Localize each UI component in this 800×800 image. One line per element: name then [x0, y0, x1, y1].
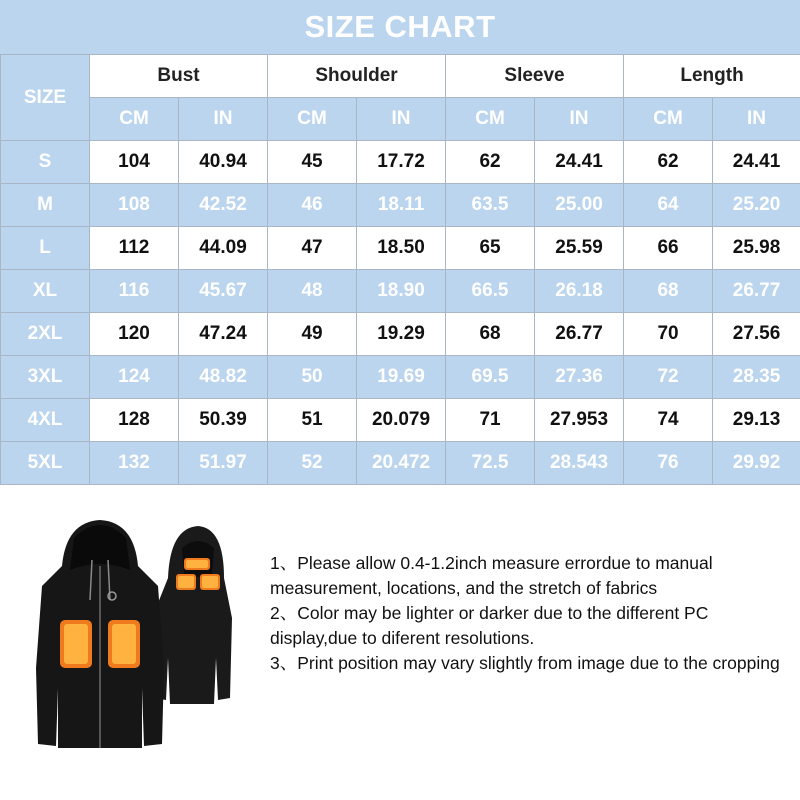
measurement-cell: 27.56	[713, 313, 800, 356]
measurement-cell: 20.079	[357, 399, 446, 442]
size-row	[1, 442, 800, 485]
measurement-cell: 46	[268, 184, 357, 227]
measurement-cell: 69.5	[446, 356, 535, 399]
size-chart-table	[0, 54, 800, 485]
measurement-cell: 27.36	[535, 356, 624, 399]
measurement-cell: 74	[624, 399, 713, 442]
unit-header: CM	[446, 98, 535, 141]
measurement-cell: 25.20	[713, 184, 800, 227]
measurement-cell: 19.69	[357, 356, 446, 399]
size-row	[1, 399, 800, 442]
size-label-cell: M	[1, 184, 90, 227]
measurement-cell: 72	[624, 356, 713, 399]
measurement-cell: 112	[90, 227, 179, 270]
measurement-cell: 27.953	[535, 399, 624, 442]
size-label-cell: 5XL	[1, 442, 90, 485]
measurement-cell: 51.97	[179, 442, 268, 485]
size-row	[1, 313, 800, 356]
measurement-cell: 108	[90, 184, 179, 227]
measurement-cell: 70	[624, 313, 713, 356]
measurement-cell: 18.90	[357, 270, 446, 313]
unit-header: IN	[179, 98, 268, 141]
measurement-cell: 19.29	[357, 313, 446, 356]
measurement-cell: 18.11	[357, 184, 446, 227]
measurement-cell: 24.41	[535, 141, 624, 184]
measurement-cell: 76	[624, 442, 713, 485]
measurement-cell: 65	[446, 227, 535, 270]
size-row	[1, 356, 800, 399]
note-item: 1、Please allow 0.4-1.2inch measure errordue to manual measurement, locations, and the stretch of fabrics	[270, 553, 713, 598]
size-row	[1, 141, 800, 184]
unit-header: CM	[624, 98, 713, 141]
measurement-cell: 28.35	[713, 356, 800, 399]
size-label-cell: S	[1, 141, 90, 184]
measurement-cell: 49	[268, 313, 357, 356]
bust-header: Bust	[90, 55, 268, 98]
length-header: Length	[624, 55, 800, 98]
measurement-cell: 68	[624, 270, 713, 313]
measurement-cell: 66	[624, 227, 713, 270]
measurement-cell: 28.543	[535, 442, 624, 485]
measurement-cell: 48.82	[179, 356, 268, 399]
size-row	[1, 227, 800, 270]
size-label-cell: 4XL	[1, 399, 90, 442]
measurement-cell: 42.52	[179, 184, 268, 227]
measurement-cell: 68	[446, 313, 535, 356]
size-row	[1, 184, 800, 227]
measurement-cell: 52	[268, 442, 357, 485]
measurement-cell: 45.67	[179, 270, 268, 313]
unit-header: IN	[357, 98, 446, 141]
measurement-cell: 132	[90, 442, 179, 485]
size-label-cell: L	[1, 227, 90, 270]
note-item: 2、Color may be lighter or darker due to the different PC display,due to diferent resolutions.	[270, 603, 709, 648]
measurement-cell: 50	[268, 356, 357, 399]
measurement-cell: 45	[268, 141, 357, 184]
sleeve-header: Sleeve	[446, 55, 624, 98]
measurement-cell: 29.13	[713, 399, 800, 442]
size-chart-title: SIZE CHART	[0, 0, 800, 54]
size-rows	[1, 141, 800, 485]
unit-header: CM	[268, 98, 357, 141]
heated-jacket-image	[18, 508, 258, 753]
group-header-row	[1, 55, 800, 98]
heated-jacket-front-image	[36, 520, 164, 748]
measurement-cell: 51	[268, 399, 357, 442]
measurement-cell: 116	[90, 270, 179, 313]
unit-header: CM	[90, 98, 179, 141]
unit-header-row	[1, 98, 800, 141]
measurement-cell: 62	[446, 141, 535, 184]
shoulder-header: Shoulder	[268, 55, 446, 98]
size-label-cell: XL	[1, 270, 90, 313]
measurement-cell: 62	[624, 141, 713, 184]
size-label-cell: 3XL	[1, 356, 90, 399]
measurement-cell: 124	[90, 356, 179, 399]
measurement-cell: 47.24	[179, 313, 268, 356]
measurement-cell: 47	[268, 227, 357, 270]
measurement-cell: 26.18	[535, 270, 624, 313]
notes-list	[270, 551, 790, 676]
measurement-cell: 120	[90, 313, 179, 356]
measurement-cell: 72.5	[446, 442, 535, 485]
measurement-cell: 25.00	[535, 184, 624, 227]
measurement-cell: 66.5	[446, 270, 535, 313]
measurement-cell: 25.59	[535, 227, 624, 270]
size-row	[1, 270, 800, 313]
measurement-cell: 26.77	[535, 313, 624, 356]
measurement-cell: 20.472	[357, 442, 446, 485]
measurement-cell: 63.5	[446, 184, 535, 227]
measurement-cell: 24.41	[713, 141, 800, 184]
measurement-cell: 48	[268, 270, 357, 313]
size-column-header: SIZE	[1, 55, 90, 141]
measurement-cell: 71	[446, 399, 535, 442]
measurement-cell: 64	[624, 184, 713, 227]
note-item: 3、Print position may vary slightly from image due to the cropping	[270, 653, 780, 673]
measurement-cell: 40.94	[179, 141, 268, 184]
unit-header: IN	[713, 98, 800, 141]
measurement-cell: 29.92	[713, 442, 800, 485]
measurement-cell: 26.77	[713, 270, 800, 313]
measurement-cell: 44.09	[179, 227, 268, 270]
measurement-cell: 17.72	[357, 141, 446, 184]
measurement-cell: 128	[90, 399, 179, 442]
measurement-cell: 50.39	[179, 399, 268, 442]
size-label-cell: 2XL	[1, 313, 90, 356]
measurement-cell: 18.50	[357, 227, 446, 270]
measurement-cell: 25.98	[713, 227, 800, 270]
unit-header: IN	[535, 98, 624, 141]
measurement-cell: 104	[90, 141, 179, 184]
heated-jacket-back-image	[152, 526, 232, 704]
